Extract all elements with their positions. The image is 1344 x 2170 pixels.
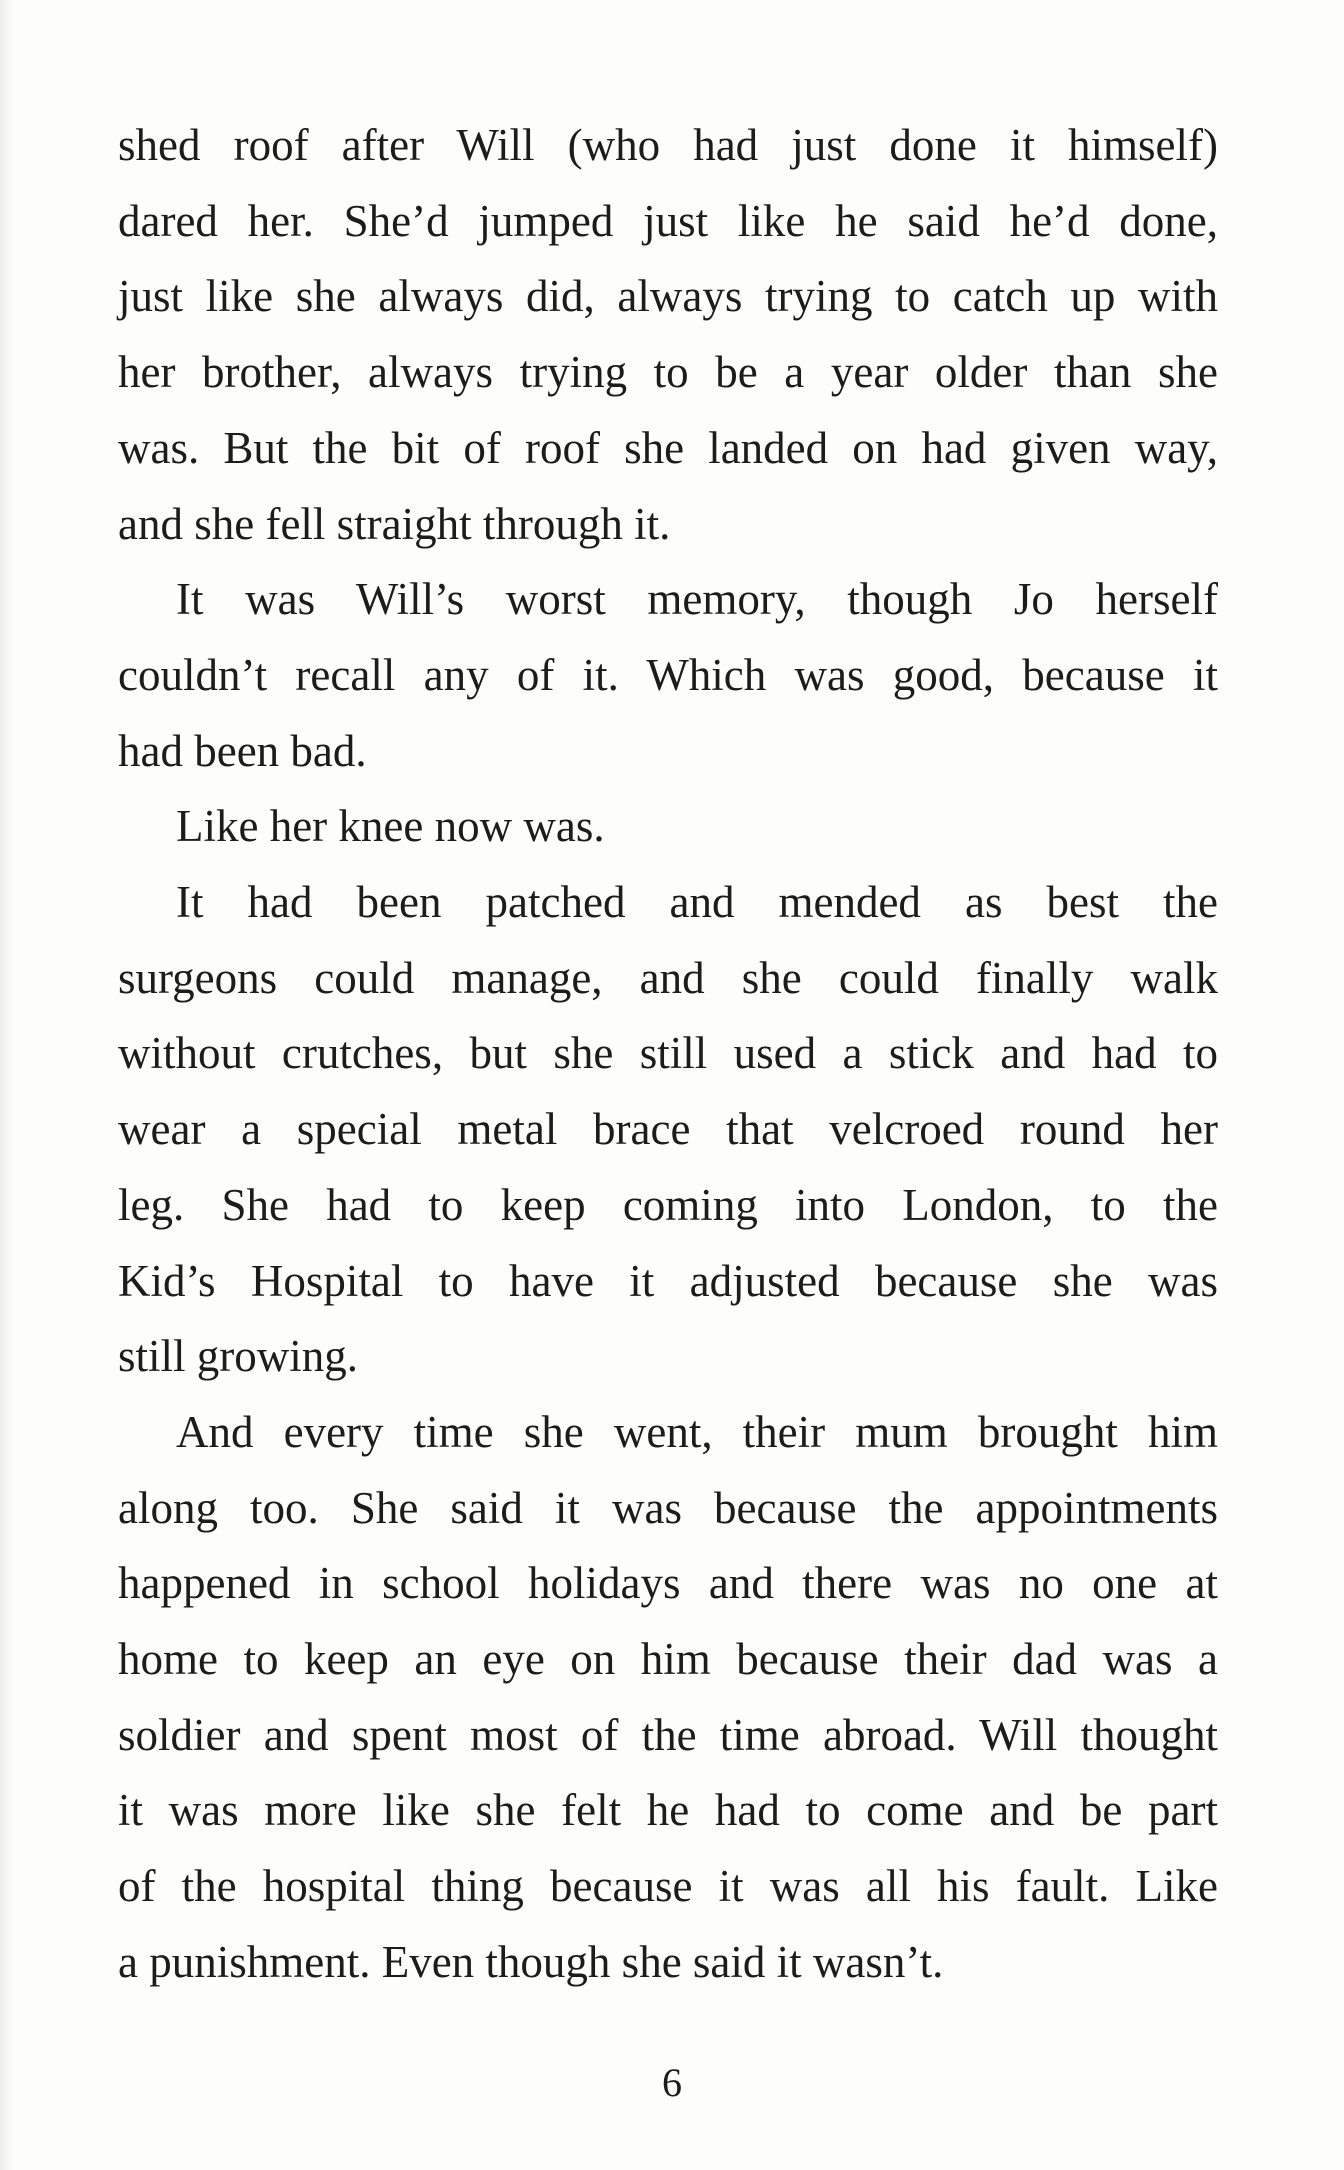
text-line: It was Will’s worst memory, though Jo herself <box>176 574 1218 625</box>
text-line: And every time she went, their mum brought him <box>176 1406 1218 1457</box>
text-line: without crutches, but she still used a stick and had to <box>118 1028 1218 1079</box>
paragraph-3 <box>118 789 1218 865</box>
text-line: surgeons could manage, and she could finally walk <box>118 952 1218 1003</box>
text-line: of the hospital thing because it was all his fault. Like <box>118 1861 1218 1912</box>
text-line: happened in school holidays and there was no one at <box>118 1558 1218 1609</box>
text-line: just like she always did, always trying to catch up with <box>118 271 1218 322</box>
page-binding-shadow <box>0 0 14 2170</box>
page-number: 6 <box>662 2060 682 2105</box>
text-line: it was more like she felt he had to come and be part <box>118 1785 1218 1836</box>
text-line: still growing. <box>118 1331 359 1382</box>
text-line: leg. She had to keep coming into London, to the <box>118 1179 1218 1230</box>
text-line: Like her knee now was. <box>176 801 605 852</box>
text-line: wear a special metal brace that velcroed round her <box>118 1104 1218 1155</box>
paragraph-1 <box>118 108 1218 562</box>
text-line: home to keep an eye on him because their dad was a <box>118 1634 1218 1685</box>
text-line: Kid’s Hospital to have it adjusted because she was <box>118 1255 1218 1306</box>
text-line: a punishment. Even though she said it wasn’t. <box>118 1936 944 1987</box>
text-line: shed roof after Will (who had just done it himself) <box>118 120 1218 170</box>
text-line: dared her. She’d jumped just like he said he’d done, <box>118 195 1218 246</box>
text-line: soldier and spent most of the time abroad. Will thought <box>118 1709 1218 1760</box>
text-line: was. But the bit of roof she landed on had given way, <box>118 422 1218 473</box>
body-text <box>118 108 1218 2001</box>
text-line: along too. She said it was because the appointments <box>118 1482 1218 1533</box>
text-line: her brother, always trying to be a year older than she <box>118 347 1218 398</box>
paragraph-4 <box>118 865 1218 1395</box>
text-line: and she fell straight through it. <box>118 498 671 549</box>
paragraph-5 <box>118 1395 1218 2001</box>
text-line: It had been patched and mended as best the <box>176 877 1218 928</box>
paragraph-2 <box>118 562 1218 789</box>
text-line: had been bad. <box>118 725 367 776</box>
text-line: couldn’t recall any of it. Which was good, because it <box>118 649 1218 700</box>
